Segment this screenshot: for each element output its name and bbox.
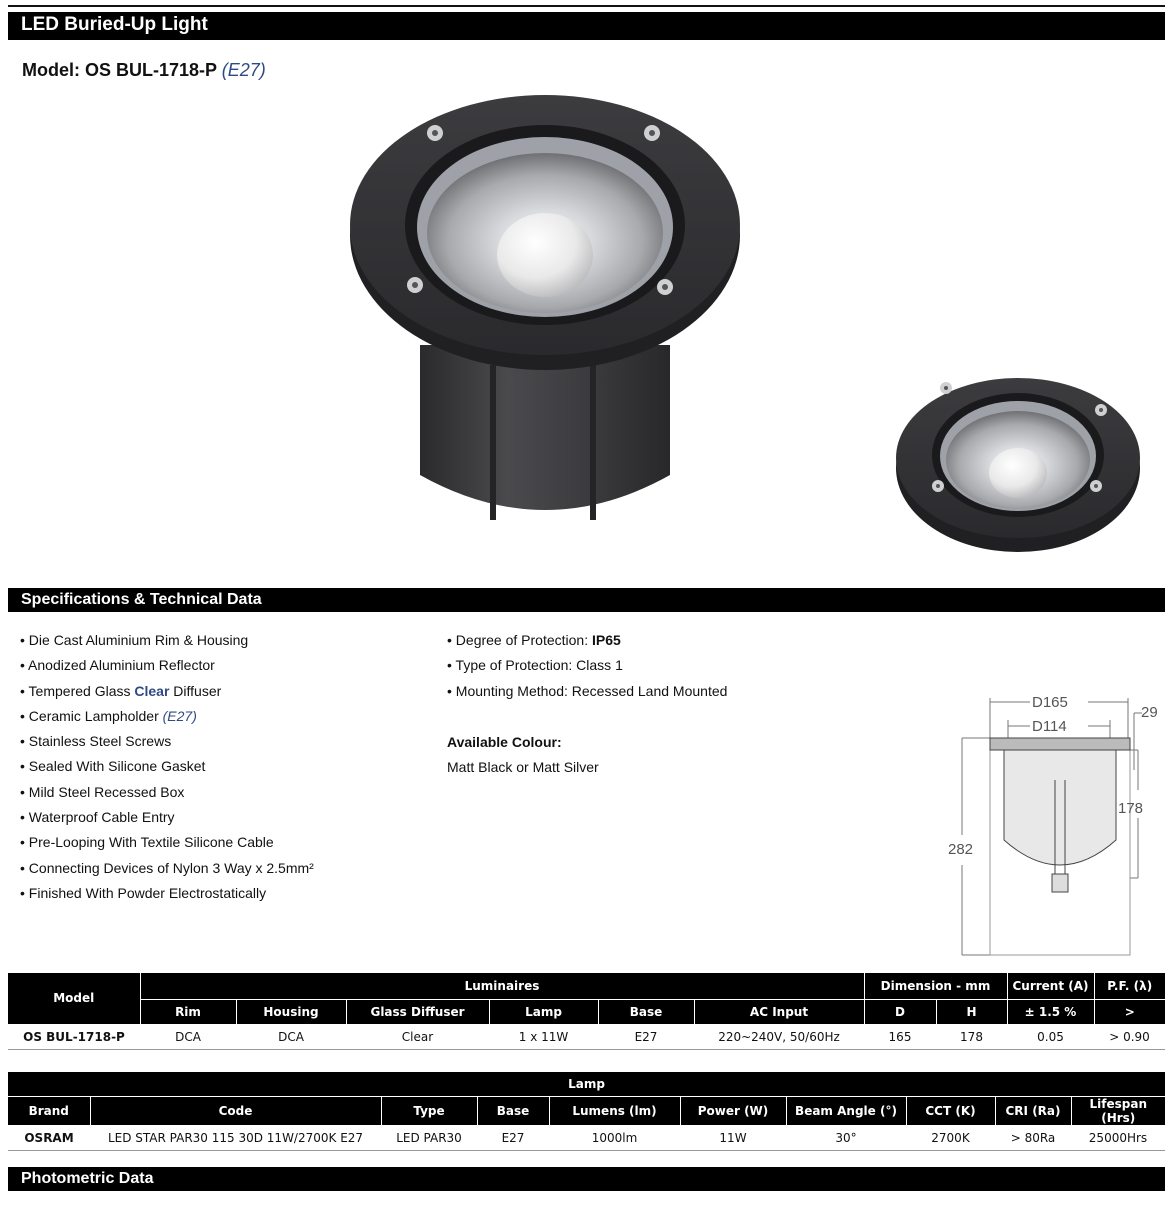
cell-type: LED PAR30 [381, 1125, 477, 1150]
spec-item: • Mounting Method: Recessed Land Mounted [447, 683, 727, 708]
th-luminaires: Luminaires [140, 973, 864, 999]
dim-body-height: 178 [1118, 800, 1144, 817]
spec-item: • Connecting Devices of Nylon 3 Way x 2.5mm² [20, 860, 314, 885]
cell-housing: DCA [236, 1024, 346, 1049]
th-code: Code [90, 1096, 381, 1125]
spec-item: • Pre-Looping With Textile Silicone Cable [20, 834, 314, 859]
th-lamp-group: Lamp [8, 1072, 1165, 1096]
th-pf: P.F. (λ) [1094, 973, 1165, 999]
cell-code: LED STAR PAR30 115 30D 11W/2700K E27 [90, 1125, 381, 1150]
cell-power: 11W [680, 1125, 786, 1150]
specs-section-title: Specifications & Technical Data [8, 588, 1165, 612]
lamp-table [8, 1072, 1165, 1151]
cell-d: 165 [864, 1024, 936, 1049]
th-cct: CCT (K) [906, 1096, 995, 1125]
cell-base: E27 [598, 1024, 694, 1049]
table-row [8, 1024, 1165, 1049]
product-image-rim [893, 370, 1143, 555]
th-housing: Housing [236, 999, 346, 1024]
product-image-main [340, 95, 750, 535]
th-current: Current (A) [1007, 973, 1094, 999]
th-gt: > [1094, 999, 1165, 1024]
spec-item: • Anodized Aluminium Reflector [20, 657, 314, 682]
th-type: Type [381, 1096, 477, 1125]
th-dimension: Dimension - mm [864, 973, 1007, 999]
spec-item: • Mild Steel Recessed Box [20, 784, 314, 809]
th-lumens: Lumens (lm) [549, 1096, 680, 1125]
cell-h: 178 [936, 1024, 1007, 1049]
dim-total-height: 282 [948, 841, 974, 858]
cell-cct: 2700K [906, 1125, 995, 1150]
spec-item: • Sealed With Silicone Gasket [20, 758, 314, 783]
photometric-section-title: Photometric Data [8, 1167, 1165, 1191]
dim-inner-diameter: D114 [1032, 718, 1067, 735]
model-lampholder: (E27) [221, 60, 266, 80]
th-h: H [936, 999, 1007, 1024]
cell-lumens: 1000lm [549, 1125, 680, 1150]
th-rim: Rim [140, 999, 236, 1024]
spec-item: • Degree of Protection: IP65 [447, 632, 727, 657]
dim-outer-diameter: D165 [1032, 694, 1068, 711]
page-title: LED Buried-Up Light [8, 12, 1165, 40]
th-lifespan: Lifespan (Hrs) [1071, 1096, 1165, 1125]
spec-item: • Die Cast Aluminium Rim & Housing [20, 632, 314, 657]
colour-value: Matt Black or Matt Silver [447, 759, 599, 775]
table-row [8, 1125, 1165, 1150]
model-name: Model: OS BUL-1718-P [22, 60, 217, 80]
cell-current: 0.05 [1007, 1024, 1094, 1049]
th-lamp: Lamp [489, 999, 598, 1024]
th-model: Model [8, 973, 140, 1024]
cell-rim: DCA [140, 1024, 236, 1049]
dim-rim-height: 29 [1141, 704, 1158, 721]
model-title [22, 60, 266, 81]
cell-brand: OSRAM [8, 1125, 90, 1150]
spec-item: • Tempered Glass Clear Diffuser [20, 683, 314, 708]
th-base: Base [598, 999, 694, 1024]
colour-title: Available Colour: [447, 734, 562, 750]
top-rule [8, 5, 1165, 7]
spec-item: • Type of Protection: Class 1 [447, 657, 727, 682]
cell-ac-input: 220~240V, 50/60Hz [694, 1024, 864, 1049]
th-beam-angle: Beam Angle (°) [786, 1096, 906, 1125]
spec-item: • Stainless Steel Screws [20, 733, 314, 758]
th-cri: CRI (Ra) [995, 1096, 1071, 1125]
spec-item: • Waterproof Cable Entry [20, 809, 314, 834]
cell-beam-angle: 30° [786, 1125, 906, 1150]
th-power: Power (W) [680, 1096, 786, 1125]
cell-lifespan: 25000Hrs [1071, 1125, 1165, 1150]
luminaire-table [8, 973, 1165, 1050]
cell-cri: > 80Ra [995, 1125, 1071, 1150]
th-ac-input: AC Input [694, 999, 864, 1024]
cell-glass: Clear [346, 1024, 489, 1049]
dimension-drawing [940, 690, 1170, 962]
cell-pf: > 0.90 [1094, 1024, 1165, 1049]
cell-lamp: 1 x 11W [489, 1024, 598, 1049]
th-brand: Brand [8, 1096, 90, 1125]
spec-item: • Finished With Powder Electrostatically [20, 885, 314, 910]
specs-list-left [20, 632, 314, 910]
specs-list-right [447, 632, 727, 708]
cell-model: OS BUL-1718-P [8, 1024, 140, 1049]
th-tolerance: ± 1.5 % [1007, 999, 1094, 1024]
th-d: D [864, 999, 936, 1024]
th-glass-diffuser: Glass Diffuser [346, 999, 489, 1024]
spec-item: • Ceramic Lampholder (E27) [20, 708, 314, 733]
cell-base: E27 [477, 1125, 549, 1150]
th-base: Base [477, 1096, 549, 1125]
